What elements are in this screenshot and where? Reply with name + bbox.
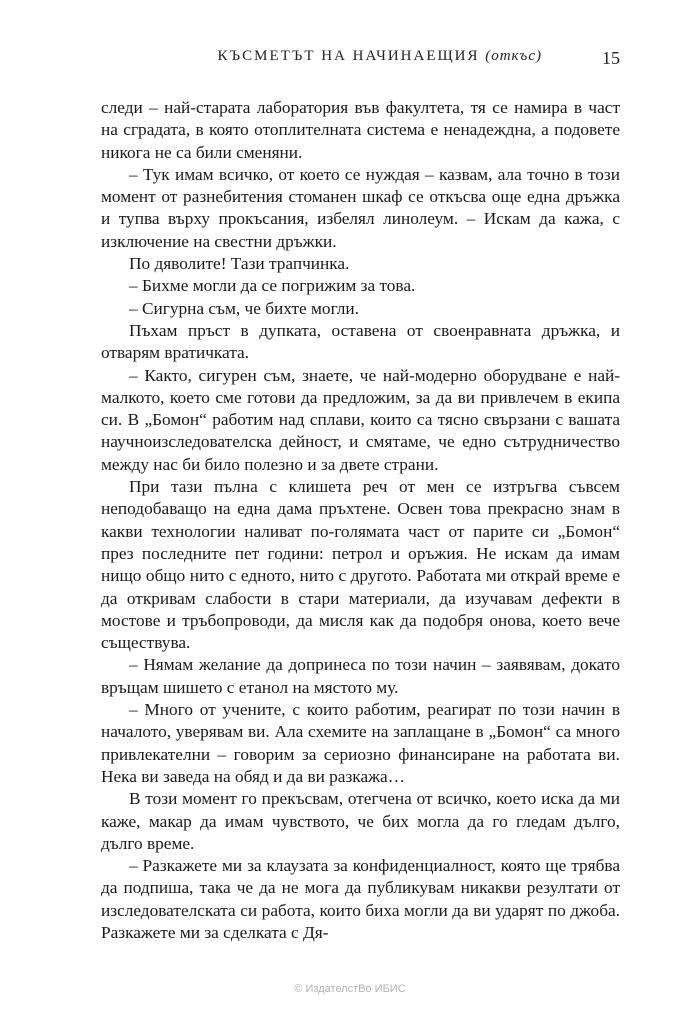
paragraph: По дяволите! Тази трапчинка.: [129, 254, 350, 274]
paragraph: – Разкажете ми за клаузата за конфиденциалност, която ще трябва да подпиша, така че да не мога да публикувам никакви резултати от изследователската си работа, които биха могли да ви ударят по джоба. Разкажете ми за сделката с Дя-: [101, 856, 620, 942]
page-number: 15: [602, 48, 620, 68]
paragraph: – Много от учените, с които работим, реагират по този начин в началото, уверявам ви. Ала схемите на заплащане в „Бомон“ са много привлекателни – говорим за сериозно финансиране на работата ви. Нека ви заведа на обяд и да ви разкажа…: [101, 700, 620, 786]
paragraph: Пъхам пръст в дупката, оставена от своенравната дръжка, и отварям вратичката.: [101, 320, 620, 363]
body-text: [101, 97, 620, 944]
paragraph: следи – най-старата лаборатория във факултета, тя се намира в част на сградата, в която отоплителната система е ненадеждна, а подовете никога не са били сменяни.: [101, 98, 620, 162]
paragraph: – Бихме могли да се погрижим за това.: [129, 276, 416, 296]
publisher-copyright: © ИздателстВо ИБИС: [294, 983, 406, 995]
excerpt-label: (откъс): [485, 48, 542, 64]
running-header: [100, 48, 620, 72]
book-title-header: [218, 48, 543, 65]
paragraph: – Както, сигурен съм, знаете, че най-модерно оборудване е най-малкото, което сме готови да предложим, за да ви привлечем в екипа си. В „Бомон“ работим над сплави, които са тясно свързани с вашата научноизследователска дейност, и смятаме, че едно сътрудничество между нас би било полезно и за двете страни.: [101, 365, 620, 474]
paragraph: При тази пълна с клишета реч от мен се изтръгва съвсем неподобаващо на една дама пръхтене. Освен това прекрасно знам в какви технологии наливат по-голямата част от парите си „Бомон“ през последните пет години: петрол и оръжия. Не искам да имам нищо общо нито с едното, нито с другото. Работата ми открай време е да откривам слабости в стари материали, да изучавам дефекти в мостове и тръбопроводи, да мисля как да подобря онова, което вече съществува.: [101, 477, 620, 653]
paragraph: – Тук имам всичко, от което се нуждая – казвам, ала точно в този момент от разнебитения стоманен шкаф се откъсва още една дръжка и тупва върху прокъсания, избелял линолеум. – Искам да кажа, с изключение на свестни дръжки.: [101, 164, 620, 251]
book-title: КЪСМЕТЪТ НА НАЧИНАЕЩИЯ: [217, 48, 480, 64]
paragraph: – Сигурна съм, че бихте могли.: [129, 298, 359, 318]
paragraph: – Нямам желание да допринеса по този начин – заявявам, докато връщам шишето с етанол на мястото му.: [101, 655, 620, 697]
paragraph: В този момент го прекъсвам, отегчена от всичко, което иска да ми каже, макар да имам чувството, че бих могла да го гледам дълго, дълго време.: [101, 789, 620, 853]
